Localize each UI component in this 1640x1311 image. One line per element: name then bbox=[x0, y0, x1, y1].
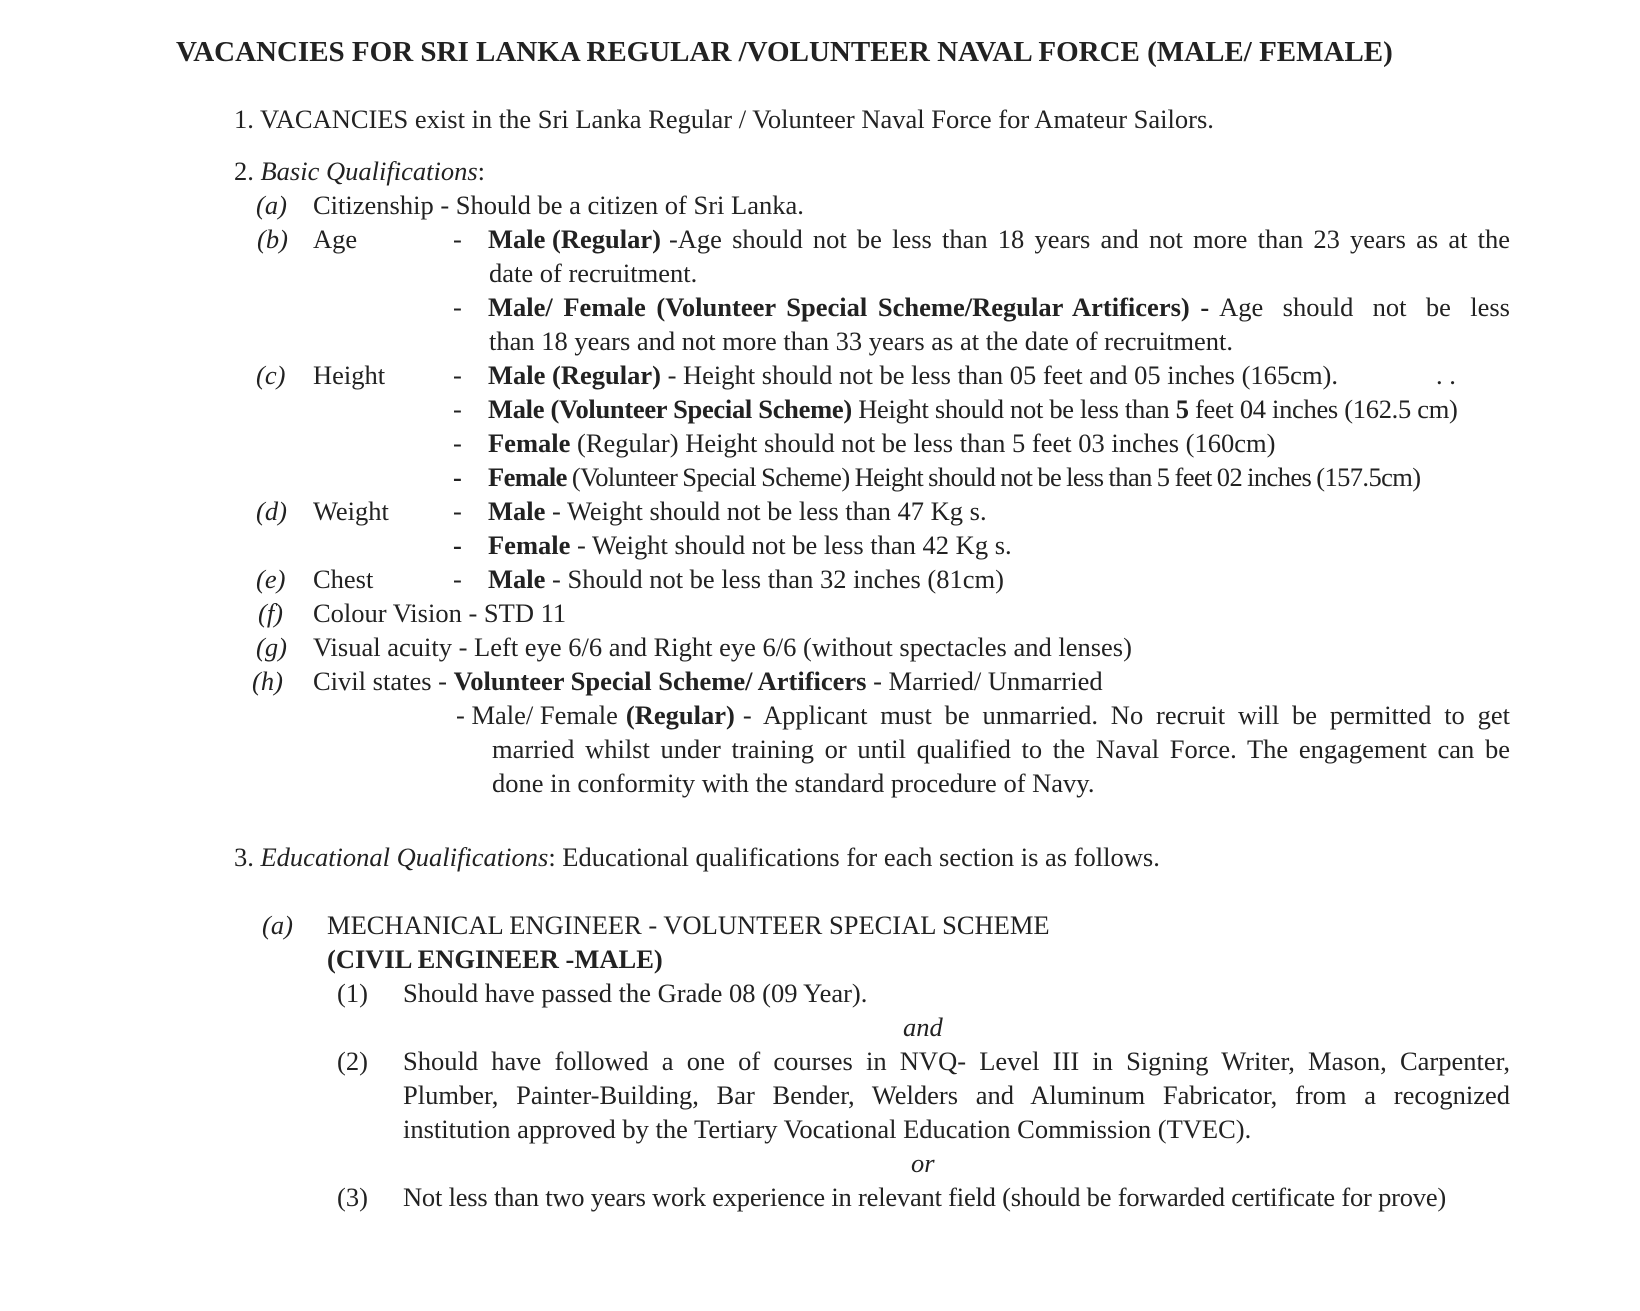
stray-dots: . . bbox=[1436, 360, 1456, 390]
height-text: Height should not be less than bbox=[858, 394, 1170, 424]
item-label-a: (a) bbox=[256, 190, 287, 220]
bold-term: Male (Regular) bbox=[488, 224, 661, 254]
connector-or: or bbox=[911, 1148, 935, 1178]
dash: - bbox=[453, 292, 462, 322]
dash: - bbox=[453, 462, 462, 492]
bold-term: (Regular) bbox=[625, 700, 735, 730]
edu-section-subtitle: (CIVIL ENGINEER -MALE) bbox=[327, 944, 663, 974]
item-label-b: (b) bbox=[257, 224, 288, 254]
dash: - bbox=[453, 428, 462, 458]
civil-states-cont2: done in conformity with the standard procedure of Navy. bbox=[492, 768, 1095, 798]
height-male-volunteer bbox=[488, 392, 1458, 427]
dash: - bbox=[453, 360, 462, 390]
height-text: (Volunteer Special Scheme) Height should not be less than 5 feet 02 inches (157.5cm) bbox=[571, 462, 1421, 492]
weight-label: Weight bbox=[313, 496, 389, 526]
bold-term: Female bbox=[488, 462, 567, 492]
section-2-heading bbox=[234, 154, 485, 189]
edu-item-text: Should have followed a one of courses in NVQ- Level III in Signing Writer, Mason, Carpenter, bbox=[403, 1046, 1510, 1076]
height-text: feet 04 inches (162.5 cm) bbox=[1194, 394, 1458, 424]
civil-states-label: Civil states bbox=[313, 666, 432, 696]
bold-number: 5 bbox=[1175, 394, 1189, 424]
bold-term: Male (Volunteer Special Scheme) bbox=[488, 394, 852, 424]
heading-colon: : bbox=[477, 156, 486, 186]
bold-term: Male (Regular) bbox=[488, 360, 661, 390]
height-male-regular bbox=[488, 358, 1338, 393]
section-1 bbox=[234, 102, 1214, 137]
civil-states-line2 bbox=[456, 698, 1510, 733]
section-text: : Educational qualifications for each section is as follows. bbox=[548, 842, 1160, 872]
edu-section-title: MECHANICAL ENGINEER - VOLUNTEER SPECIAL SCHEME bbox=[327, 910, 1050, 940]
visual-acuity-text: Visual acuity - Left eye 6/6 and Right eye 6/6 (without spectacles and lenses) bbox=[313, 632, 1132, 662]
weight-female bbox=[488, 528, 1012, 563]
bold-term: Female bbox=[488, 530, 571, 560]
age-volunteer bbox=[488, 290, 1510, 325]
edu-item-text: institution approved by the Tertiary Vocational Education Commission (TVEC). bbox=[403, 1114, 1252, 1144]
civil-text: - Married/ Unmarried bbox=[873, 666, 1103, 696]
weight-text: - Weight should not be less than 42 Kg s. bbox=[577, 530, 1012, 560]
civil-text: - Applicant must be unmarried. No recruit will be permitted to get bbox=[742, 700, 1510, 730]
item-label-e: (e) bbox=[256, 564, 286, 594]
age-text: Age should not be less bbox=[1219, 292, 1510, 322]
edu-item-number: (2) bbox=[337, 1046, 368, 1076]
section-text: VACANCIES exist in the Sri Lanka Regular / Volunteer Naval Force for Amateur Sailors. bbox=[260, 104, 1214, 134]
section-number: 2. bbox=[234, 156, 254, 186]
dash: - bbox=[453, 496, 462, 526]
item-label-c: (c) bbox=[256, 360, 286, 390]
edu-item-text: Plumber, Painter-Building, Bar Bender, Welders and Aluminum Fabricator, from a recognized bbox=[403, 1080, 1510, 1110]
height-text: - Height should not be less than 05 feet and 05 inches (165cm). bbox=[667, 360, 1339, 390]
chest-label: Chest bbox=[313, 564, 374, 594]
item-label-g: (g) bbox=[256, 632, 287, 662]
civil-text: - Male/ Female bbox=[456, 700, 618, 730]
edu-item-number: (3) bbox=[337, 1182, 368, 1212]
age-male-regular-cont: date of recruitment. bbox=[489, 258, 698, 288]
civil-states-line1 bbox=[313, 664, 1103, 699]
bold-term: Male/ Female (Volunteer Special Scheme/Regular Artificers) - bbox=[488, 292, 1210, 322]
age-volunteer-cont: than 18 years and not more than 33 years as at the date of recruitment. bbox=[489, 326, 1233, 356]
height-female-regular bbox=[488, 426, 1275, 461]
bold-term: Female bbox=[488, 428, 571, 458]
section-3-heading bbox=[234, 840, 1160, 875]
dash: - bbox=[453, 224, 462, 254]
dash: - bbox=[438, 666, 447, 696]
section-number: 1. bbox=[234, 104, 254, 134]
bold-term: Male bbox=[488, 564, 546, 594]
colour-vision-text: Colour Vision - STD 11 bbox=[313, 598, 567, 628]
section-heading: Educational Qualifications bbox=[260, 842, 549, 872]
edu-item-number: (1) bbox=[337, 978, 368, 1008]
age-male-regular bbox=[488, 222, 1510, 257]
item-label-f: (f) bbox=[258, 598, 284, 628]
item-label-h: (h) bbox=[252, 666, 283, 696]
dash: - bbox=[453, 394, 462, 424]
dash: - bbox=[453, 564, 462, 594]
chest-male bbox=[488, 562, 1004, 597]
height-female-volunteer bbox=[488, 460, 1421, 495]
edu-item-text: Not less than two years work experience in relevant field (should be forwarded certificate for prove) bbox=[403, 1182, 1447, 1212]
civil-states-cont1: married whilst under training or until qualified to the Naval Force. The engagement can be bbox=[492, 734, 1510, 764]
height-text: (Regular) Height should not be less than 5 feet 03 inches (160cm) bbox=[577, 428, 1276, 458]
dash: - bbox=[453, 530, 462, 560]
height-label: Height bbox=[313, 360, 386, 390]
bold-term: Volunteer Special Scheme/ Artificers bbox=[453, 666, 867, 696]
weight-text: - Weight should not be less than 47 Kg s. bbox=[552, 496, 987, 526]
citizenship-text: Citizenship - Should be a citizen of Sri Lanka. bbox=[313, 190, 804, 220]
age-label: Age bbox=[313, 224, 358, 254]
section-heading: Basic Qualifications bbox=[260, 156, 478, 186]
connector-and: and bbox=[903, 1012, 943, 1042]
weight-male bbox=[488, 494, 987, 529]
item-label-d: (d) bbox=[256, 496, 287, 526]
edu-item-text: Should have passed the Grade 08 (09 Year). bbox=[403, 978, 868, 1008]
chest-text: - Should not be less than 32 inches (81cm) bbox=[552, 564, 1004, 594]
page-title: VACANCIES FOR SRI LANKA REGULAR /VOLUNTEER NAVAL FORCE (MALE/ FEMALE) bbox=[176, 36, 1393, 68]
section-number: 3. bbox=[234, 842, 254, 872]
bold-term: Male bbox=[488, 496, 546, 526]
edu-label-a: (a) bbox=[262, 910, 293, 940]
age-text: -Age should not be less than 18 years and not more than 23 years as at the bbox=[668, 224, 1510, 254]
